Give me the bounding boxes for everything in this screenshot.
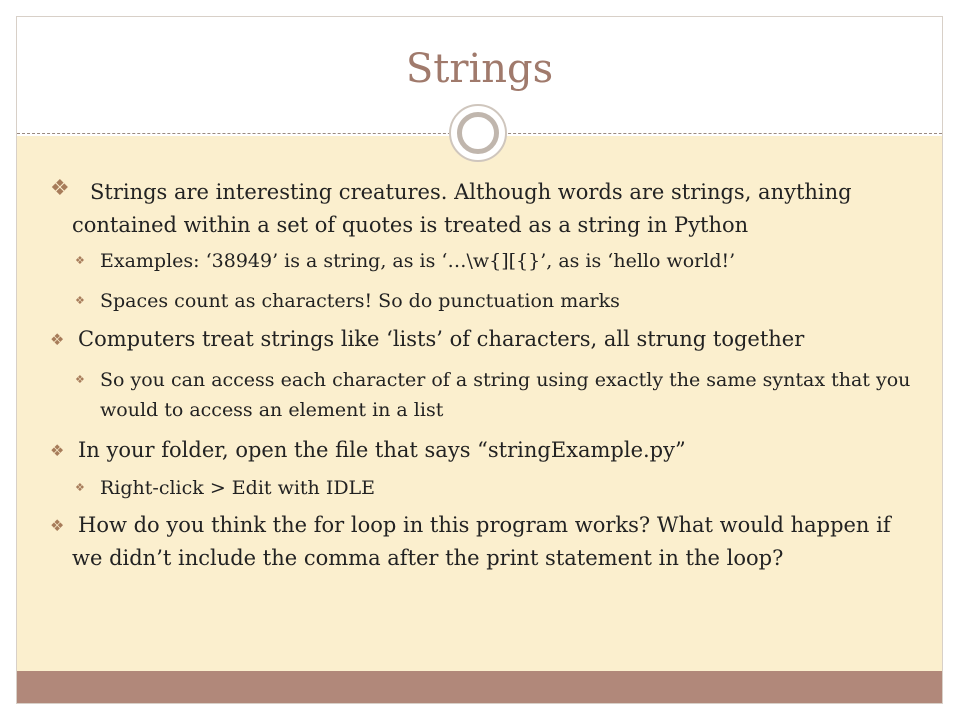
diamond-bullet-icon: ❖ bbox=[50, 441, 65, 460]
list-item bbox=[75, 365, 915, 425]
diamond-bullet-icon: ❖ bbox=[75, 294, 85, 307]
list-item bbox=[75, 286, 915, 316]
list-item-text: In your folder, open the file that says “stringExample.py” bbox=[78, 438, 686, 462]
list-item-text: So you can access each character of a string using exactly the same syntax that you would to access an element in a list bbox=[100, 369, 911, 421]
list-item bbox=[50, 323, 920, 356]
slide-title: Strings bbox=[405, 46, 554, 92]
list-item-text: Examples: ‘38949’ is a string, as is ‘…\w{][{}’, as is ‘hello world!’ bbox=[100, 250, 736, 272]
list-item bbox=[50, 176, 920, 242]
diamond-bullet-icon: ❖ bbox=[50, 516, 65, 535]
list-item-text: Computers treat strings like ‘lists’ of characters, all strung together bbox=[78, 327, 805, 351]
list-item-text: How do you think the for loop in this program works? What would happen if we didn’t include the comma after the print statement in the loop? bbox=[72, 513, 891, 570]
list-item bbox=[50, 509, 920, 575]
list-item bbox=[50, 434, 920, 467]
diamond-bullet-icon: ❖ bbox=[75, 254, 85, 267]
diamond-bullet-icon: ❖ bbox=[75, 373, 85, 386]
diamond-bullet-icon: ❖ bbox=[50, 330, 65, 349]
list-item-text: Right-click > Edit with IDLE bbox=[100, 477, 376, 499]
list-item bbox=[75, 473, 915, 503]
list-item bbox=[75, 246, 915, 276]
list-item-text: Spaces count as characters! So do punctuation marks bbox=[100, 290, 620, 312]
diamond-bullet-icon: ❖ bbox=[75, 481, 85, 494]
list-item-text: Strings are interesting creatures. Although words are strings, anything contained within a set of quotes is treated as a string in Python bbox=[72, 180, 852, 237]
diamond-bullet-icon: ❖ bbox=[50, 176, 70, 201]
